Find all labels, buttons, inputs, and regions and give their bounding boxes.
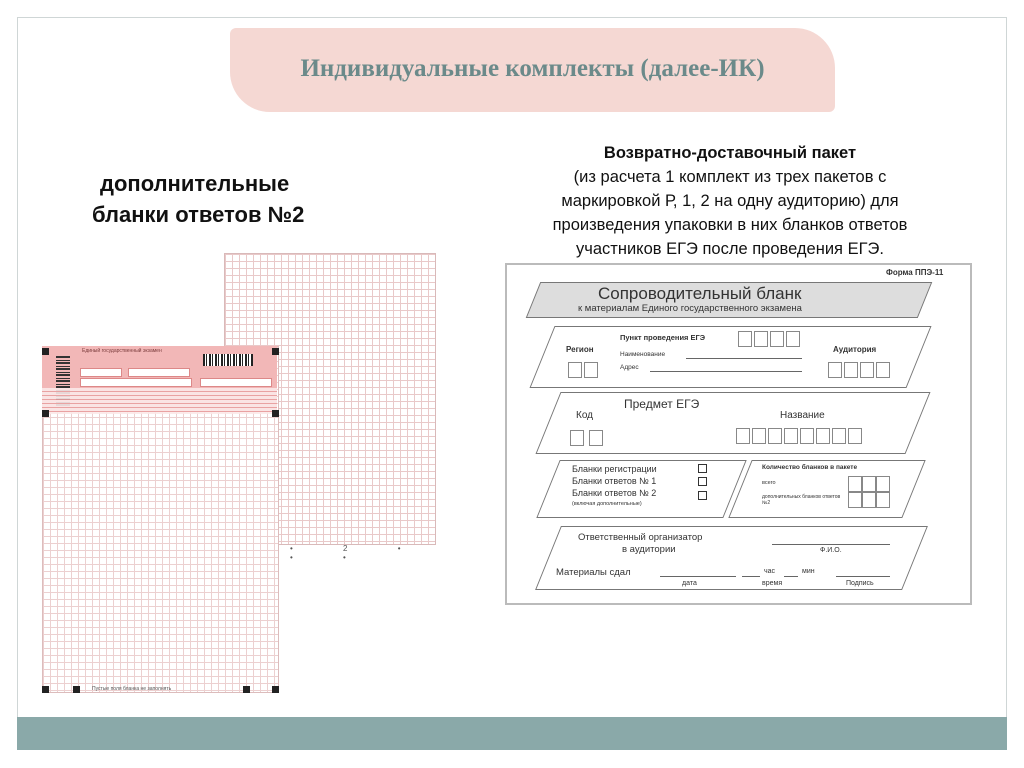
form-subject-label: Предмет ЕГЭ [624,397,700,411]
count-box [848,492,862,508]
address-line [650,371,802,372]
form-count-extra: дополнительных бланков ответов №2 [762,494,841,506]
form-fio-label: Ф.И.О. [820,547,842,554]
registration-mark [42,686,49,693]
form-code: Форма ППЭ-11 [886,268,944,277]
name-line [686,358,802,359]
slide-title: Индивидуальные комплекты (далее-ИК) [300,55,765,82]
form-address-label: Адрес [620,364,639,371]
count-box [862,492,876,508]
sheet-field [80,368,122,377]
region-box [568,362,582,378]
form-title: Сопроводительный бланк [598,284,802,303]
form-signature-label: Подпись [846,580,874,587]
subject-name-box [832,428,846,444]
form-blank-note: (включая дополнительные) [572,501,642,507]
count-box [862,476,876,492]
subject-code-box [589,430,603,446]
right-caption-line: произведения упаковки в них бланков ответов [552,216,908,234]
registration-mark [73,686,80,693]
region-box [584,362,598,378]
sheet-field [128,368,190,377]
form-blank-type: Бланки регистрации [572,464,657,474]
form-code-label: Код [576,410,594,421]
form-subtitle: к материалам Единого государственного экзамена [578,303,802,314]
barcode-horizontal [203,354,253,366]
registration-mark [272,348,279,355]
blank-type-checkbox [698,464,707,473]
right-caption-line: (из расчета 1 комплект из трех пакетов с [573,168,887,186]
footer-bar [17,717,1007,750]
answer-sheet-header-text: Единый государственный экзамен [82,348,162,354]
hour-line [742,576,760,577]
form-minutes-label: мин [802,568,815,575]
subject-name-box [752,428,766,444]
form-hours-label: час [764,568,776,575]
right-caption [510,141,950,261]
left-caption-line1: дополнительные [100,171,290,196]
subject-name-box [800,428,814,444]
subject-code-box [570,430,584,446]
form-count-heading: Количество бланков в пакете [762,464,858,471]
sheet-field [80,378,192,387]
subject-name-box [848,428,862,444]
form-region-label: Регион [566,345,594,354]
fio-line [772,544,890,545]
sheet-field [200,378,272,387]
count-box [876,476,890,492]
answer-sheet-footer: Пустые поля бланка не заполнять [92,686,172,692]
form-blank-type: Бланки ответов № 1 [572,476,657,486]
count-box [876,492,890,508]
form-responsible-label: Ответственный организатор [578,532,703,543]
auditorium-box [844,362,858,378]
auditorium-box [828,362,842,378]
ppe-box [770,331,784,347]
form-materials-label: Материалы сдал [556,567,631,578]
ppe-box [754,331,768,347]
registration-mark [243,686,250,693]
registration-mark [42,410,49,417]
form-auditorium-label: Аудитория [833,345,877,354]
form-subject-name-label: Название [780,410,825,421]
answer-sheet-notes [42,388,277,414]
form-ppe-label: Пункт проведения ЕГЭ [620,333,706,342]
registration-mark [272,686,279,693]
form-blank-type: Бланки ответов № 2 [572,488,657,498]
subject-name-box [768,428,782,444]
subject-name-box [784,428,798,444]
right-caption-line: маркировкой Р, 1, 2 на одну аудиторию) для [561,192,899,210]
form-in-auditorium-label: в аудитории [622,544,676,555]
right-caption-heading: Возвратно-доставочный пакет [603,144,857,162]
form-time-label: время [762,580,783,587]
auditorium-box [860,362,874,378]
ppe-box [738,331,752,347]
minute-line [784,576,798,577]
registration-mark [42,348,49,355]
registration-mark [272,410,279,417]
signature-line [836,576,890,577]
left-caption-line2: бланки ответов №2 [92,202,305,227]
form-date-label: дата [682,580,697,587]
auditorium-box [876,362,890,378]
subject-name-box [816,428,830,444]
blank-type-checkbox [698,477,707,486]
blank-type-checkbox [698,491,707,500]
answer-sheet-back-marks: • 2 • • • [290,544,425,562]
subject-name-box [736,428,750,444]
form-count-total: всего [762,480,776,486]
form-section-location [529,326,931,388]
form-name-label: Наименование [620,351,666,358]
count-box [848,476,862,492]
right-caption-line: участников ЕГЭ после проведения ЕГЭ. [576,240,884,258]
left-caption [88,168,358,230]
ppe-box [786,331,800,347]
date-line [660,576,736,577]
